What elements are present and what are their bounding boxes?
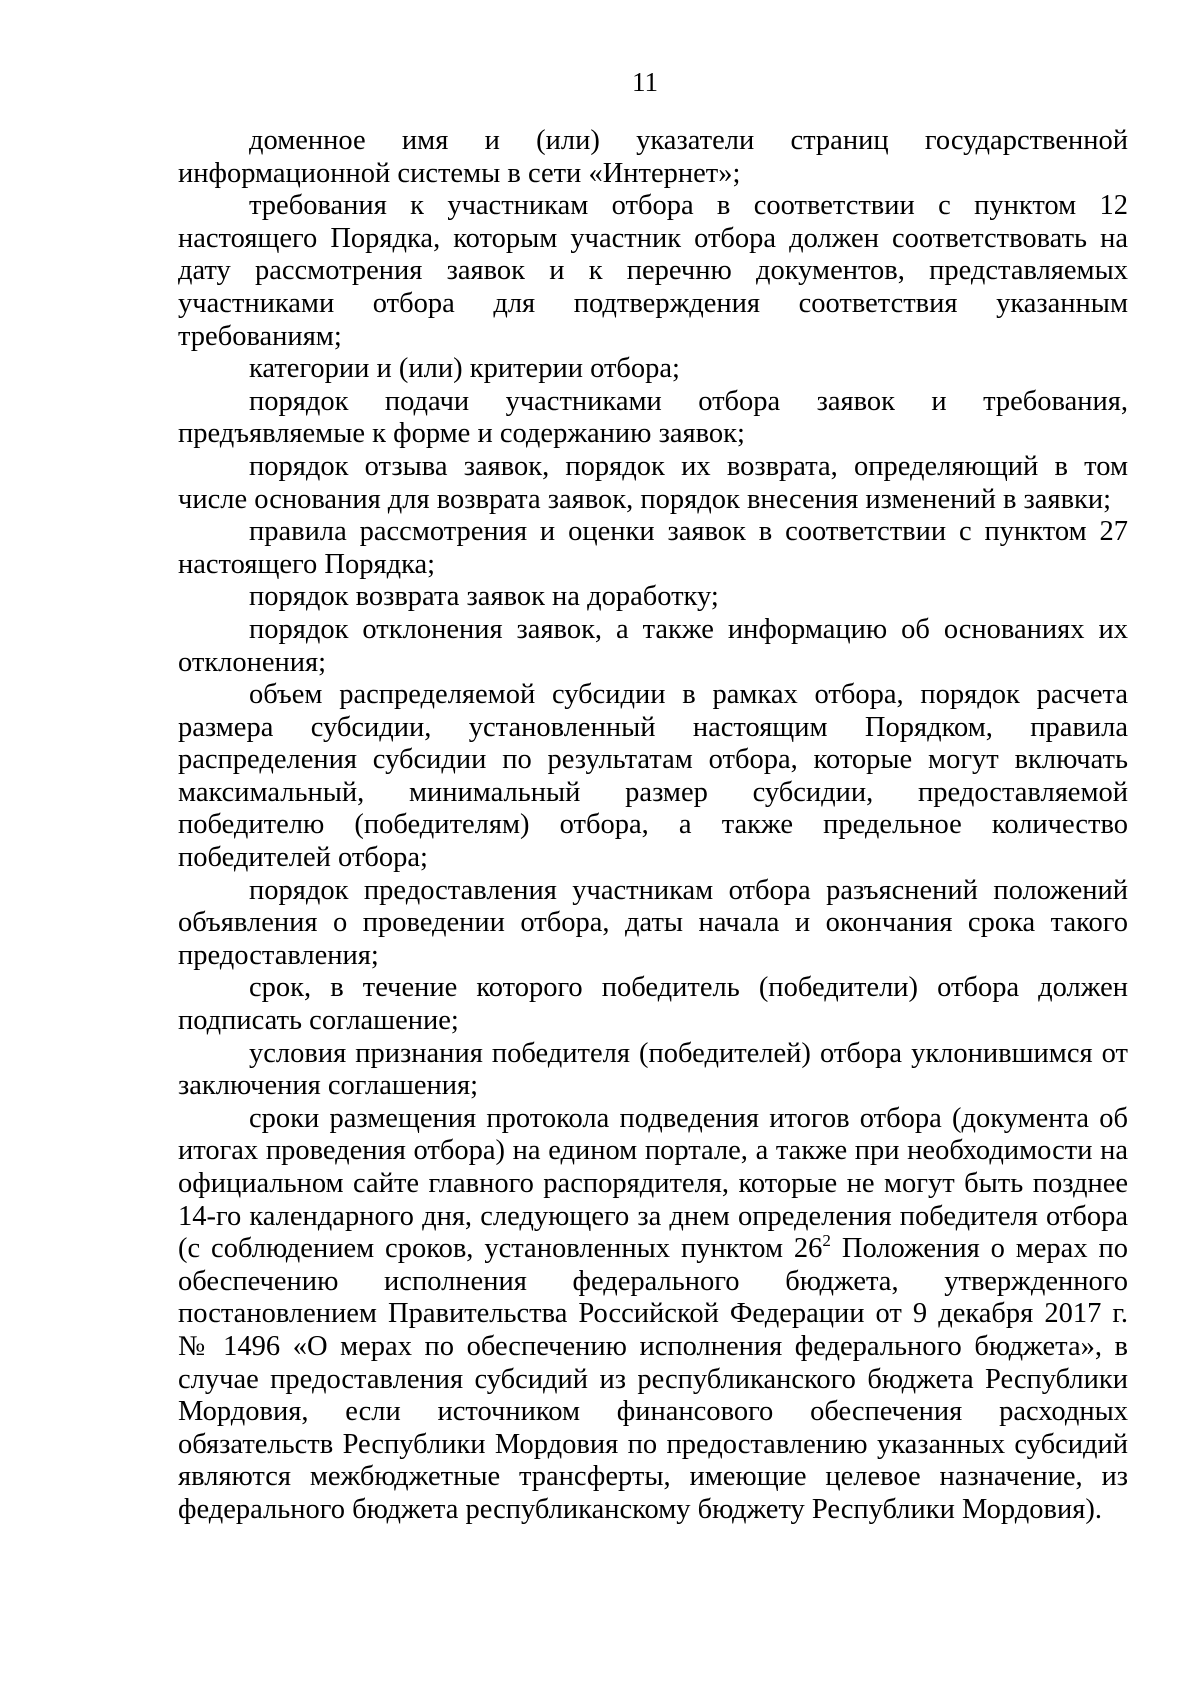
paragraph-selection-criteria: категории и (или) критерии отбора; [249,353,680,385]
paragraph-clarifications: порядок предоставления участникам отбора разъяснений положений объявления о проведении отбора, даты начала и окончания срока такого предоставления; [178,874,1128,971]
paragraph-application-withdrawal: порядок отзыва заявок, порядок их возврата, определяющий в том числе основания для возврата заявок, порядок внесения изменений в заявки; [178,450,1128,515]
superscript-2: 2 [822,1231,831,1251]
paragraph-review-rules: правила рассмотрения и оценки заявок в соответствии с пунктом 27 настоящего Порядка; [178,516,1128,580]
paragraph-domain-name: доменное имя и (или) указатели страниц государственной информационной системы в сети «Интернет»; [178,125,1128,189]
protocol-text-part-1: сроки размещения протокола подведения итогов отбора (документа об итогах проведения отбора) на едином портале, а также при необходимости на официальном сайте главного распорядителя, которые не могут быть позднее 14-го календарного дня, следующего за днем определения победителя отбора (с соблюдением сроков, установленных пунктом 26 [178,1102,1128,1265]
paragraph-rejection-procedure: порядок отклонения заявок, а также информацию об основаниях их отклонения; [178,613,1128,678]
paragraph-subsidy-volume: объем распределяемой субсидии в рамках отбора, порядок расчета размера субсидии, установленный настоящим Порядком, правила распределения субсидии по результатам отбора, которые могут включать максимальный, минимальный размер субсидии, предоставляемой победителю (победителям) отбора, а также предельное количество победителей отбора; [178,679,1128,874]
paragraph-participant-requirements: требования к участникам отбора в соответствии с пунктом 12 настоящего Порядка, которым участник отбора должен соответствовать на дату рассмотрения заявок и к перечню документов, представляемых участниками отбора для подтверждения соответствия указанным требованиям; [178,190,1128,352]
paragraph-application-submission: порядок подачи участниками отбора заявок и требования, предъявляемые к форме и содержанию заявок; [178,385,1128,450]
protocol-text-part-2: Положения о мерах по обеспечению исполнения федерального бюджета, утвержденного постановлением Правительства Российской Федерации от 9 декабря 2017 г. № 1496 «О мерах по обеспечению исполнения федерального бюджета», в случае предоставления субсидий из республиканского бюджета Республики Мордовия, если источником финансового обеспечения расходных обязательств Республики Мордовия по предоставлению указанных субсидий являются межбюджетные трансферты, имеющие целевое назначение, из федерального бюджета республиканскому бюджету Республики Мордовия). [178,1233,1128,1525]
paragraph-protocol-deadlines [178,1103,1128,1527]
paragraph-evasion-conditions: условия признания победителя (победителей) отбора уклонившимся от заключения соглашения; [178,1037,1128,1102]
document-body [178,125,1128,1527]
page-number: 11 [632,67,658,97]
paragraph-return-for-revision: порядок возврата заявок на доработку; [249,581,719,613]
paragraph-signing-deadline: срок, в течение которого победитель (победители) отбора должен подписать соглашение; [178,972,1128,1037]
